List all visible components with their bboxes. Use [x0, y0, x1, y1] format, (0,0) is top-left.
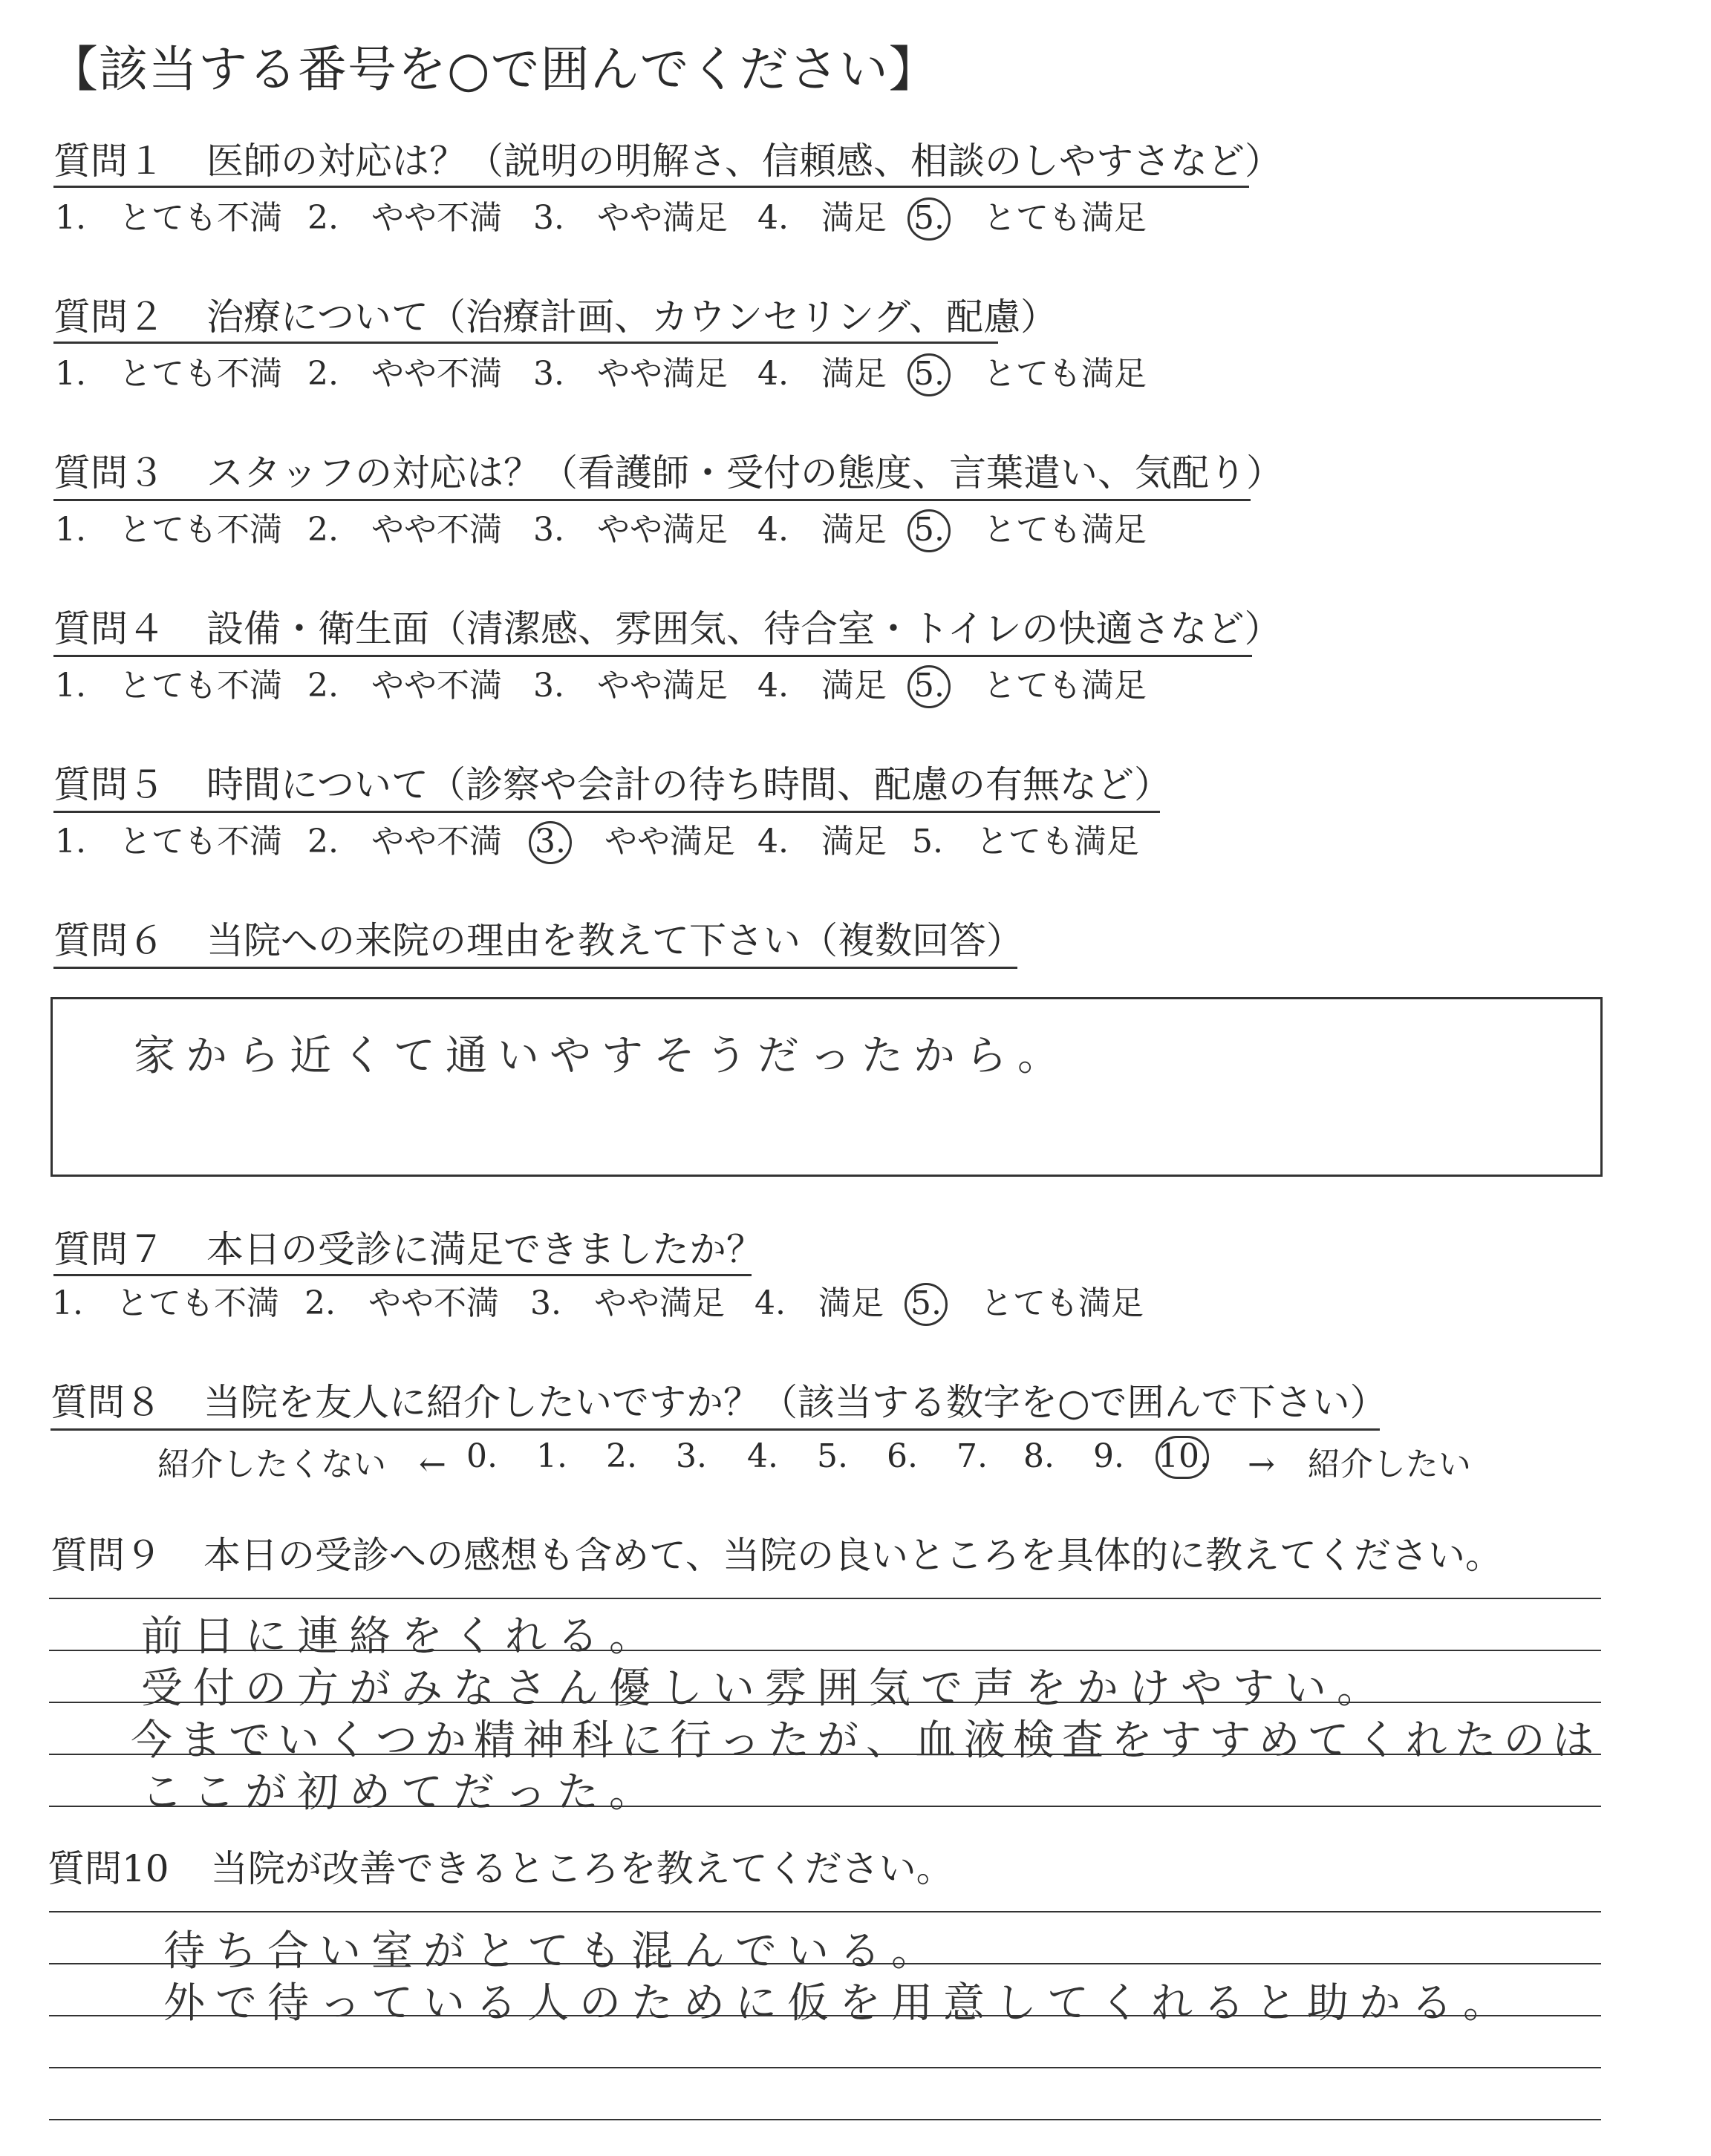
q7-option-1[interactable]: 1. とても不満 [52, 1284, 279, 1322]
question-5-text: 時間について（診察や会計の待ち時間、配慮の有無など） [206, 763, 1171, 806]
q1-option-4[interactable]: 4. 満足 [757, 199, 887, 237]
q7-option-4[interactable]: 4. 満足 [755, 1284, 884, 1322]
q2-option-4[interactable]: 4. 満足 [757, 355, 887, 393]
q3-option-3[interactable]: 3. やや満足 [533, 511, 728, 549]
q3-selected-circle: 5. [907, 509, 951, 552]
question-4-text: 設備・衛生面（清潔感、雰囲気、待合室・トイレの快適さなど） [206, 607, 1282, 650]
q4-option-4[interactable]: 4. 満足 [757, 667, 887, 705]
question-9-text: 本日の受診への感想も含めて、当院の良いところを具体的に教えてください。 [203, 1534, 1502, 1577]
q8-option-6[interactable]: 6. [887, 1437, 918, 1475]
question-4-options [55, 668, 1243, 713]
question-1-underline [53, 186, 1249, 188]
question-3-text: スタッフの対応は？（看護師・受付の態度、言葉遣い、気配り） [206, 451, 1283, 494]
q8-option-4[interactable]: 4. [747, 1437, 778, 1475]
question-3-label: 質問３ [53, 451, 165, 494]
question-2-heading [53, 297, 1057, 338]
question-6-label: 質問６ [53, 919, 165, 962]
question-7-label: 質問７ [53, 1228, 165, 1271]
q7-selected-circle: 5. [905, 1283, 948, 1326]
q8-option-7[interactable]: 7. [956, 1437, 988, 1475]
q5-option-5[interactable] [912, 824, 1139, 860]
page-title: 【該当する番号を○で囲んでください】 [49, 41, 939, 98]
q9-answer-line-4: ここが初めてだった。 [141, 1768, 661, 1817]
question-1-text: 医師の対応は？（説明の明解さ、信頼感、相談のしやすさなど） [206, 140, 1282, 183]
question-3-options [55, 512, 1243, 557]
q3-option-1[interactable]: 1. とても不満 [55, 511, 282, 549]
q5-option-3-label: やや満足 [604, 823, 735, 860]
question-4-label: 質問４ [53, 607, 165, 650]
question-5-options [55, 824, 1243, 869]
q10-answer-line-1: 待ち合い室がとても混んでいる。 [163, 1927, 943, 1976]
question-5-underline [53, 811, 1160, 813]
question-1-options [55, 200, 1243, 245]
q1-option-2[interactable]: 2. やや不満 [307, 199, 502, 237]
q5-option-3[interactable] [533, 824, 735, 864]
q3-option-5-label: とても満足 [983, 511, 1147, 549]
q8-option-8[interactable]: 8. [1023, 1437, 1055, 1475]
q2-option-2[interactable]: 2. やや不満 [307, 355, 502, 393]
q4-option-1[interactable]: 1. とても不満 [55, 667, 282, 705]
q2-selected-circle: 5. [907, 353, 951, 396]
q5-option-5-number: 5. [912, 823, 943, 860]
q8-option-1[interactable]: 1. [536, 1437, 567, 1475]
q7-option-5[interactable] [909, 1286, 1144, 1326]
q9-answer-line-3: 今までいくつか精神科に行ったが、血液検査をすすめてくれたのは [131, 1716, 1602, 1765]
question-7-underline [53, 1274, 752, 1276]
question-6-heading [53, 921, 1023, 961]
question-2-options [55, 356, 1243, 401]
q4-selected-circle: 5. [907, 665, 951, 708]
question-1-label: 質問１ [53, 140, 165, 183]
q2-option-5-label: とても満足 [983, 355, 1147, 393]
q1-option-5-label: とても満足 [983, 199, 1147, 237]
q1-option-5[interactable] [912, 200, 1147, 241]
q10-ruled-line [49, 1911, 1601, 1912]
q4-option-2[interactable]: 2. やや不満 [307, 667, 502, 705]
question-5-label: 質問５ [53, 763, 165, 806]
q1-option-3[interactable]: 3. やや満足 [533, 199, 728, 237]
q8-option-2[interactable]: 2. [606, 1437, 637, 1475]
question-9-heading [50, 1535, 1502, 1576]
q10-ruled-line [49, 2119, 1601, 2120]
q3-option-4[interactable]: 4. 満足 [757, 511, 887, 549]
q10-answer-line-2: 外で待っている人のために仮を用意してくれると助かる。 [163, 1979, 1515, 2028]
q8-scale-right-label: → 紹介したい [1248, 1446, 1471, 1483]
q7-option-2[interactable]: 2. やや不満 [304, 1284, 499, 1322]
q4-option-5[interactable] [912, 668, 1147, 708]
q7-option-3[interactable]: 3. やや満足 [530, 1284, 725, 1322]
question-3-heading [53, 453, 1283, 494]
question-7-text: 本日の受診に満足できましたか？ [206, 1228, 763, 1271]
q7-option-5-label: とても満足 [980, 1284, 1144, 1322]
q5-option-5-label: とても満足 [975, 823, 1139, 860]
q9-answer-line-1: 前日に連絡をくれる。 [141, 1613, 661, 1661]
question-7-options [52, 1286, 1240, 1330]
question-1-heading [53, 141, 1282, 182]
question-8-underline [50, 1428, 1380, 1431]
q4-option-3[interactable]: 3. やや満足 [533, 667, 728, 705]
q1-option-1[interactable]: 1. とても不満 [55, 199, 282, 237]
q9-answer-line-2: 受付の方がみなさん優しい雰囲気で声をかけやすい。 [141, 1665, 1389, 1713]
question-2-text: 治療について（治療計画、カウンセリング、配慮） [206, 295, 1057, 339]
question-5-heading [53, 765, 1171, 806]
question-10-label: 質問10 [48, 1847, 169, 1890]
question-8-heading [50, 1382, 1387, 1423]
q8-option-10[interactable] [1160, 1437, 1209, 1479]
q5-option-4[interactable]: 4. 満足 [757, 823, 887, 860]
q2-option-5[interactable] [912, 356, 1147, 396]
q9-ruled-line [49, 1598, 1601, 1599]
q5-option-1[interactable]: 1. とても不満 [55, 823, 282, 860]
question-8-text: 当院を友人に紹介したいですか？（該当する数字を○で囲んで下さい） [203, 1381, 1387, 1424]
q5-selected-circle: 3. [529, 821, 572, 864]
q5-option-2[interactable]: 2. やや不満 [307, 823, 502, 860]
q8-selected-circle: 10. [1156, 1436, 1209, 1479]
q8-option-0[interactable]: 0. [466, 1437, 498, 1475]
q8-option-9[interactable]: 9. [1093, 1437, 1124, 1475]
question-2-label: 質問２ [53, 295, 165, 339]
q4-option-5-label: とても満足 [983, 667, 1147, 705]
question-4-underline [53, 655, 1252, 657]
question-4-heading [53, 609, 1282, 650]
q10-ruled-line [49, 2067, 1601, 2068]
q2-option-1[interactable]: 1. とても不満 [55, 355, 282, 393]
question-6-underline [53, 967, 1017, 969]
question-3-underline [53, 499, 1251, 501]
question-8-label: 質問８ [50, 1381, 162, 1424]
q3-option-5[interactable] [912, 512, 1147, 552]
q2-option-3[interactable]: 3. やや満足 [533, 355, 728, 393]
question-7-heading [53, 1229, 763, 1270]
question-10-text: 当院が改善できるところを教えてください。 [210, 1847, 954, 1890]
q8-option-5[interactable]: 5. [817, 1437, 848, 1475]
q1-selected-circle: 5. [907, 197, 951, 241]
q8-scale-left-label: 紹介したくない ← [157, 1446, 446, 1483]
question-6-text: 当院への来院の理由を教えて下さい（複数回答） [206, 919, 1023, 962]
question-9-label: 質問９ [50, 1534, 162, 1577]
question-6-answer: 家から近くて通いやすそうだったから。 [134, 1032, 1069, 1080]
question-10-heading [48, 1849, 954, 1889]
q3-option-2[interactable]: 2. やや不満 [307, 511, 502, 549]
question-2-underline [53, 342, 998, 344]
q8-option-3[interactable]: 3. [676, 1437, 707, 1475]
